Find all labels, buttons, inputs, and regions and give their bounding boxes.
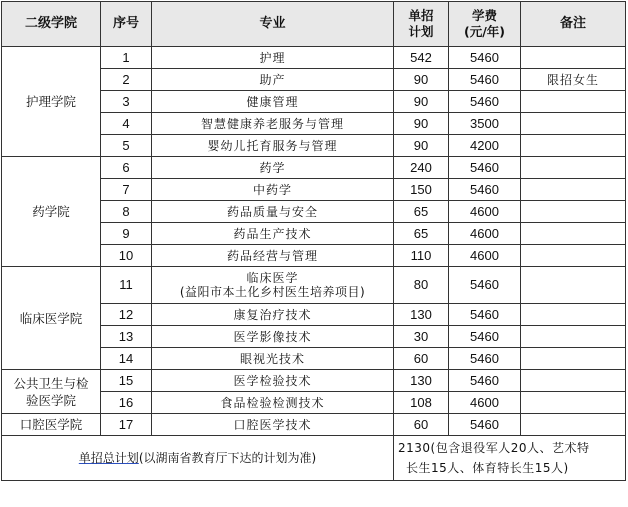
row-fee: 4600 (449, 245, 521, 267)
row-fee: 4600 (449, 392, 521, 414)
row-major: 医学检验技术 (152, 370, 394, 392)
row-remark (521, 47, 626, 69)
row-remark (521, 267, 626, 304)
total-label-cell (2, 436, 394, 481)
row-no: 10 (101, 245, 152, 267)
row-major: 健康管理 (152, 91, 394, 113)
row-fee: 5460 (449, 414, 521, 436)
row-remark (521, 348, 626, 370)
row-no: 12 (101, 304, 152, 326)
header-fee (449, 2, 521, 47)
row-major: 中药学 (152, 179, 394, 201)
row-major: 医学影像技术 (152, 326, 394, 348)
row-no: 7 (101, 179, 152, 201)
table-row (2, 414, 626, 436)
row-remark (521, 326, 626, 348)
row-plan: 90 (394, 135, 449, 157)
row-major: 助产 (152, 69, 394, 91)
row-fee: 5460 (449, 348, 521, 370)
row-plan: 65 (394, 223, 449, 245)
row-remark (521, 370, 626, 392)
row-fee: 3500 (449, 113, 521, 135)
row-no: 4 (101, 113, 152, 135)
row-fee: 5460 (449, 157, 521, 179)
table-row (2, 267, 626, 304)
row-major: 药品经营与管理 (152, 245, 394, 267)
row-plan: 60 (394, 414, 449, 436)
row-plan: 130 (394, 370, 449, 392)
row-major (152, 267, 394, 304)
row-major: 药品生产技术 (152, 223, 394, 245)
row-fee: 4600 (449, 201, 521, 223)
row-fee: 5460 (449, 370, 521, 392)
row-fee: 4600 (449, 223, 521, 245)
header-remark: 备注 (521, 2, 626, 47)
total-plan-label: 单招总计划 (78, 451, 139, 465)
row-plan: 130 (394, 304, 449, 326)
college-pharmacy: 药学院 (2, 157, 101, 267)
table-row (2, 157, 626, 179)
row-major: 婴幼儿托育服务与管理 (152, 135, 394, 157)
row-fee: 5460 (449, 267, 521, 304)
header-plan-line1: 单招 (408, 8, 434, 23)
row-plan: 110 (394, 245, 449, 267)
row-plan: 90 (394, 113, 449, 135)
row-fee: 5460 (449, 304, 521, 326)
row-fee: 5460 (449, 91, 521, 113)
row-fee: 4200 (449, 135, 521, 157)
row-major: 药学 (152, 157, 394, 179)
total-value-cell (394, 436, 626, 481)
row-no: 15 (101, 370, 152, 392)
header-major: 专业 (152, 2, 394, 47)
row-plan: 108 (394, 392, 449, 414)
college-nursing: 护理学院 (2, 47, 101, 157)
row-plan: 60 (394, 348, 449, 370)
header-row (2, 2, 626, 47)
row-remark (521, 392, 626, 414)
row-remark (521, 157, 626, 179)
row-remark (521, 179, 626, 201)
row-no: 16 (101, 392, 152, 414)
row-remark (521, 91, 626, 113)
row-plan: 90 (394, 91, 449, 113)
row-fee: 5460 (449, 47, 521, 69)
row-plan: 542 (394, 47, 449, 69)
row-no: 1 (101, 47, 152, 69)
row-no: 11 (101, 267, 152, 304)
row-remark (521, 414, 626, 436)
row-plan: 90 (394, 69, 449, 91)
total-plan-note: (以湖南省教育厅下达的计划为准) (138, 451, 317, 465)
row-major: 药品质量与安全 (152, 201, 394, 223)
row-no: 14 (101, 348, 152, 370)
row-no: 8 (101, 201, 152, 223)
row-plan: 30 (394, 326, 449, 348)
row-remark: 限招女生 (521, 69, 626, 91)
header-fee-line1: 学费 (471, 8, 497, 23)
table-row (2, 47, 626, 69)
college-clinical: 临床医学院 (2, 267, 101, 370)
total-value-line2: 长生15人、体育特长生15人) (406, 461, 569, 475)
row-major: 食品检验检测技术 (152, 392, 394, 414)
row-plan: 80 (394, 267, 449, 304)
row-remark (521, 304, 626, 326)
row-major: 口腔医学技术 (152, 414, 394, 436)
header-plan-line2: 计划 (408, 24, 434, 39)
row-no: 6 (101, 157, 152, 179)
header-index: 序号 (101, 2, 152, 47)
row-plan: 65 (394, 201, 449, 223)
college-public-health-line1: 公共卫生与检 (13, 375, 89, 391)
header-plan (394, 2, 449, 47)
header-fee-line2: (元/年) (464, 24, 505, 39)
row-remark (521, 245, 626, 267)
row-no: 17 (101, 414, 152, 436)
total-value-line1: 2130(包含退役军人20人、艺术特 (398, 441, 590, 455)
college-stomatology: 口腔医学院 (2, 414, 101, 436)
total-row (2, 436, 626, 481)
college-public-health-line2: 验医学院 (25, 392, 76, 408)
row-no: 9 (101, 223, 152, 245)
table-row (2, 370, 626, 392)
header-college: 二级学院 (2, 2, 101, 47)
row-major-sub: (益阳市本土化乡村医生培养项目) (179, 285, 366, 299)
row-major-main: 临床医学 (246, 271, 299, 285)
row-remark (521, 223, 626, 245)
row-major: 智慧健康养老服务与管理 (152, 113, 394, 135)
row-fee: 5460 (449, 326, 521, 348)
row-no: 13 (101, 326, 152, 348)
row-remark (521, 135, 626, 157)
row-plan: 240 (394, 157, 449, 179)
enrollment-plan-table (1, 1, 626, 481)
row-major: 眼视光技术 (152, 348, 394, 370)
row-fee: 5460 (449, 69, 521, 91)
row-no: 5 (101, 135, 152, 157)
row-plan: 150 (394, 179, 449, 201)
row-remark (521, 201, 626, 223)
row-no: 3 (101, 91, 152, 113)
row-no: 2 (101, 69, 152, 91)
college-public-health (2, 370, 101, 414)
row-major: 护理 (152, 47, 394, 69)
row-fee: 5460 (449, 179, 521, 201)
row-major: 康复治疗技术 (152, 304, 394, 326)
row-remark (521, 113, 626, 135)
